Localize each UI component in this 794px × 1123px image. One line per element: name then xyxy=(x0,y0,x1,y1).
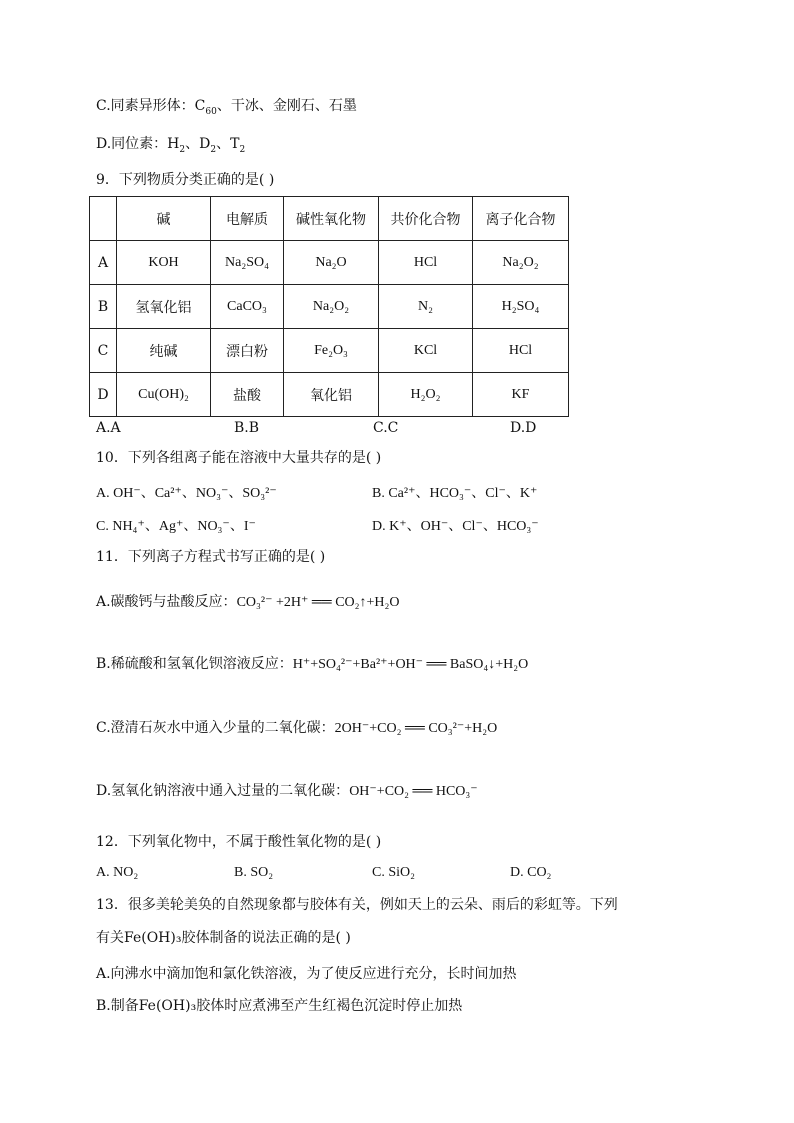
q10-option-b: B. Ca²⁺、HCO₃⁻、Cl⁻、K⁺ xyxy=(372,486,538,501)
q13-option-a: A.向沸水中滴加饱和氯化铁溶液，为了使反应进行充分，长时间加热 xyxy=(96,966,517,982)
q8-c-rest: 、干冰、金刚石、石墨 xyxy=(216,98,357,114)
table-header-cell xyxy=(90,197,117,241)
table-cell: Na₂O xyxy=(284,241,379,285)
table-cell: C xyxy=(90,329,117,373)
table-cell: H₂SO₄ xyxy=(473,285,569,329)
q9-option-d: D.D xyxy=(510,420,537,436)
q11-option-c xyxy=(96,719,497,738)
q12-option-b: B. SO₂ xyxy=(234,865,274,880)
table-row xyxy=(90,329,569,373)
table-cell: 纯碱 xyxy=(117,329,211,373)
classification-table xyxy=(89,196,569,417)
q11-c-label: C.澄清石灰水中通入少量的二氧化碳： xyxy=(96,720,335,736)
q12-option-a: A. NO₂ xyxy=(96,865,139,880)
table-header-cell: 离子化合物 xyxy=(473,197,569,241)
table-header-cell: 电解质 xyxy=(211,197,284,241)
q9-option-b: B.B xyxy=(234,420,260,436)
table-row xyxy=(90,285,569,329)
q10-option-d: D. K⁺、OH⁻、Cl⁻、HCO₃⁻ xyxy=(372,519,539,534)
q13-option-b: B.制备Fe(OH)₃胶体时应煮沸至产生红褐色沉淀时停止加热 xyxy=(96,998,463,1014)
q8-option-d xyxy=(96,135,245,153)
table-cell: KCl xyxy=(379,329,473,373)
q8-d-sub1: 2 xyxy=(179,144,186,155)
table-cell: 盐酸 xyxy=(211,373,284,417)
table-cell: KF xyxy=(473,373,569,417)
q11-stem: 11．下列离子方程式书写正确的是( ) xyxy=(96,549,326,565)
q11-option-a xyxy=(96,593,400,612)
table-row xyxy=(90,241,569,285)
q11-option-b xyxy=(96,655,528,674)
q8-option-c xyxy=(96,97,357,115)
table-cell: Cu(OH)₂ xyxy=(117,373,211,417)
table-cell: 漂白粉 xyxy=(211,329,284,373)
q8-d-mid1: 、D xyxy=(185,136,211,152)
table-header-cell: 共价化合物 xyxy=(379,197,473,241)
q8-c-prefix: C.同素异形体：C xyxy=(96,98,206,114)
q11-d-label: D.氢氧化钠溶液中通入过量的二氧化碳： xyxy=(96,783,350,799)
q12-option-d: D. CO₂ xyxy=(510,865,552,880)
table-header-cell: 碱性氧化物 xyxy=(284,197,379,241)
table-cell: A xyxy=(90,241,117,285)
table-cell: HCl xyxy=(473,329,569,373)
q13-stem-line1: 13．很多美轮美奂的自然现象都与胶体有关，例如天上的云朵、雨后的彩虹等。下列 xyxy=(96,897,618,913)
q8-c-sub: 60 xyxy=(205,106,217,117)
table-cell: D xyxy=(90,373,117,417)
table-cell: 氧化铝 xyxy=(284,373,379,417)
table-cell: Na₂O₂ xyxy=(473,241,569,285)
q13-stem-line2: 有关Fe(OH)₃胶体制备的说法正确的是( ) xyxy=(96,930,351,946)
table-cell: HCl xyxy=(379,241,473,285)
table-cell: B xyxy=(90,285,117,329)
q10-option-c: C. NH₄⁺、Ag⁺、NO₃⁻、I⁻ xyxy=(96,519,256,534)
table-cell: Fe₂O₃ xyxy=(284,329,379,373)
table-cell: H₂O₂ xyxy=(379,373,473,417)
q12-option-c: C. SiO₂ xyxy=(372,865,416,880)
q11-b-equation: H⁺+SO₄²⁻+Ba²⁺+OH⁻ ══ BaSO₄↓+H₂O xyxy=(292,657,529,672)
table-cell: Na₂SO₄ xyxy=(211,241,284,285)
q8-d-mid2: 、T xyxy=(216,136,240,152)
q11-a-equation: CO₃²⁻ +2H⁺ ══ CO₂↑+H₂O xyxy=(236,595,400,610)
q8-d-sub3: 2 xyxy=(239,144,246,155)
table-cell: CaCO₃ xyxy=(211,285,284,329)
table-header-row xyxy=(90,197,569,241)
q9-stem: 9．下列物质分类正确的是( ) xyxy=(96,172,275,188)
q11-a-label: A.碳酸钙与盐酸反应： xyxy=(96,594,237,610)
q9-option-a: A.A xyxy=(96,420,121,436)
q12-stem: 12．下列氧化物中，不属于酸性氧化物的是( ) xyxy=(96,834,382,850)
q11-c-equation: 2OH⁻+CO₂ ══ CO₃²⁻+H₂O xyxy=(334,721,498,736)
q8-d-sub2: 2 xyxy=(210,144,217,155)
table-cell: Na₂O₂ xyxy=(284,285,379,329)
q11-d-equation: OH⁻+CO₂ ══ HCO₃⁻ xyxy=(349,784,478,799)
table-cell: N₂ xyxy=(379,285,473,329)
table-header-cell: 碱 xyxy=(117,197,211,241)
q10-stem: 10．下列各组离子能在溶液中大量共存的是( ) xyxy=(96,450,382,466)
q11-b-label: B.稀硫酸和氢氧化钡溶液反应： xyxy=(96,656,293,672)
table-cell: 氢氧化铝 xyxy=(117,285,211,329)
q8-d-prefix: D.同位素：H xyxy=(96,136,180,152)
q10-option-a: A. OH⁻、Ca²⁺、NO₃⁻、SO₃²⁻ xyxy=(96,486,277,501)
q11-option-d xyxy=(96,782,478,801)
q9-option-c: C.C xyxy=(373,420,399,436)
table-cell: KOH xyxy=(117,241,211,285)
table-row xyxy=(90,373,569,417)
